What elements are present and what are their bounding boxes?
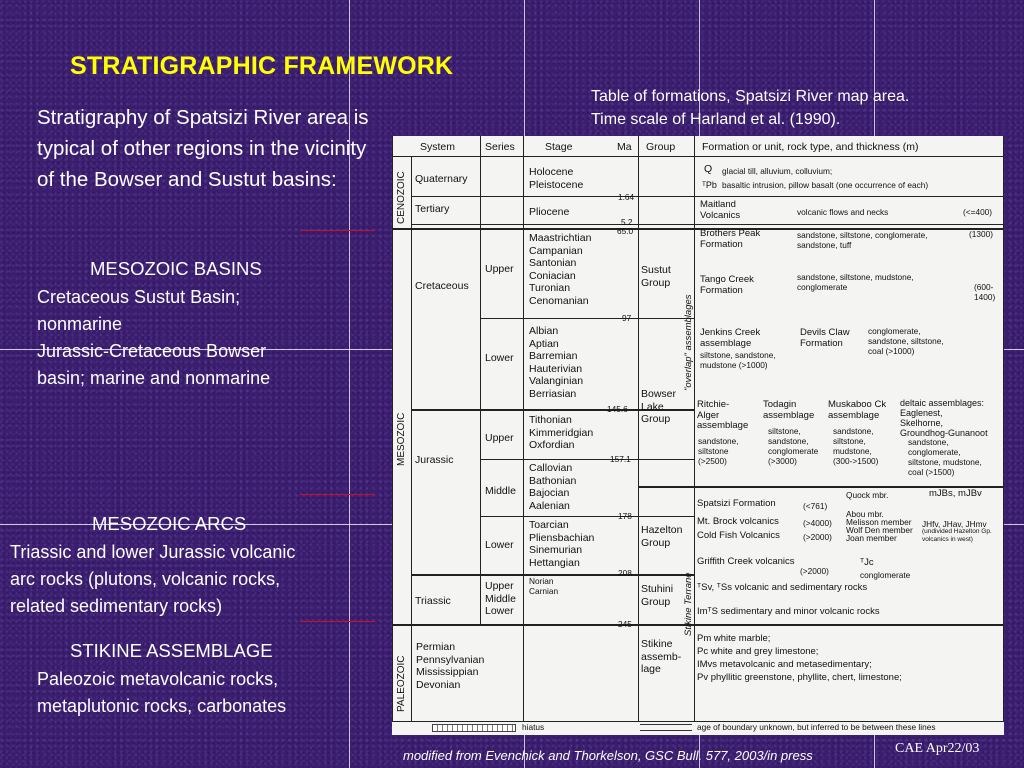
stage: Permian xyxy=(416,641,456,653)
unit-brothers-peak xyxy=(700,229,760,250)
group-hazelton xyxy=(641,524,682,549)
stage: Pennsylvanian xyxy=(416,653,485,666)
unit-line: (600- xyxy=(974,282,994,292)
stage-list xyxy=(529,519,594,569)
unit-line: (>2500) xyxy=(698,456,727,466)
stage: Valanginian xyxy=(529,375,584,387)
unit-mjbs: mJBs, mJBv xyxy=(929,488,982,499)
hiatus-symbol xyxy=(432,724,516,732)
stage: Hettangian xyxy=(529,556,580,569)
ma-tick: 245 xyxy=(618,619,632,629)
accent-line xyxy=(300,494,375,495)
unit-line: Todagin xyxy=(763,399,797,410)
unit-muskaboo xyxy=(828,400,886,421)
unit-pv: Pv phyllitic greenstone, phyllite, chert, limestone; xyxy=(697,672,902,683)
stage: Albian xyxy=(529,325,559,337)
table-caption xyxy=(591,85,909,131)
slide-title: STRATIGRAPHIC FRAMEWORK xyxy=(70,52,454,80)
unit-cold-fish: Cold Fish Volcanics xyxy=(697,530,780,541)
unit-wolfden: Wolf Den member xyxy=(846,525,913,535)
unit-muskaboo-desc xyxy=(833,426,878,466)
unit-mt-brock: Mt. Brock volcanics xyxy=(697,516,779,527)
ma-tick: 65.0 xyxy=(617,226,634,236)
unit-griffith-thk: (>2000) xyxy=(800,566,829,576)
unit-tjc-desc: conglomerate xyxy=(860,570,911,580)
stage: Sinemurian xyxy=(529,544,583,556)
unit-line: (undivided Hazelton Gp. xyxy=(922,528,992,535)
unit-line: conglomerate, xyxy=(868,326,921,336)
stage: Bathonian xyxy=(529,474,577,487)
system-tertiary: Tertiary xyxy=(415,203,450,215)
header-formation: Formation or unit, rock type, and thickness (m) xyxy=(702,141,919,153)
stage: Callovian xyxy=(529,462,573,474)
section-line: Triassic and lower Jurassic volcanic xyxy=(10,542,296,562)
section-line: Cretaceous Sustut Basin; xyxy=(37,287,241,307)
stage: Pliocene xyxy=(529,206,570,218)
section-line: arc rocks (plutons, volcanic rocks, xyxy=(10,569,281,589)
unit-maitland-thk: (<=400) xyxy=(963,207,993,217)
stage: Turonian xyxy=(529,282,571,294)
stikine-terrane-label: Stikine Terrane xyxy=(683,572,694,636)
unit-line: Formation xyxy=(800,337,843,349)
stage: Aptian xyxy=(529,337,559,350)
stage: Berriasian xyxy=(529,387,577,400)
section-line: Paleozoic metavolcanic rocks, xyxy=(37,669,279,689)
header-system: System xyxy=(420,141,456,153)
unit-line: volcanics in west) xyxy=(922,536,973,543)
unit-line: Formation xyxy=(700,284,743,296)
ma-tick: 157.1 xyxy=(610,454,631,464)
unit-line: Ritchie- xyxy=(697,399,730,410)
ma-tick: 145.6 xyxy=(607,404,628,414)
unit-line: coal (>1500) xyxy=(908,467,955,477)
series-middle: Middle xyxy=(485,485,516,497)
unit-q-desc: glacial till, alluvium, colluvium; xyxy=(722,166,833,176)
stage: Oxfordian xyxy=(529,439,575,451)
unit-mt-brock-thk: (>4000) xyxy=(803,518,832,528)
header-line xyxy=(392,156,1004,157)
system-triassic: Triassic xyxy=(415,595,451,607)
group-stuhini xyxy=(641,583,673,608)
unit-deltaic xyxy=(900,398,988,438)
intro-text: Stratigraphy of Spatsizi River area is typical of other regions in the vicinity of the Bowser and Sustut basins: xyxy=(37,106,369,191)
overlap-label: "overlap" assemblages xyxy=(683,294,694,391)
unit-imvs: IMvs metavolcanic and metasedimentary; xyxy=(697,659,872,670)
boundary-line xyxy=(411,196,1003,197)
unit-pb-desc: basaltic intrusion, pillow basalt (one occurrence of each) xyxy=(722,180,929,190)
unit-line: Formation xyxy=(700,238,743,250)
unit-line: sandstone, siltstone, conglomerate, xyxy=(797,230,928,240)
group-sustut xyxy=(641,264,671,289)
unit-line: Muskaboo Ck xyxy=(828,399,887,410)
system-jurassic: Jurassic xyxy=(415,454,454,466)
source-credit: modified from Evenchick and Thorkelson, GSC Bull. 577, 2003/in press xyxy=(403,748,813,763)
group-line: Hazelton xyxy=(641,524,683,536)
unit-spatsizi: Spatsizi Formation xyxy=(697,498,776,509)
section-heading: STIKINE ASSEMBLAGE xyxy=(70,640,273,661)
era-paleozoic: PALEOZOIC xyxy=(396,655,407,712)
series-upper: Upper xyxy=(485,263,514,275)
unit-line: (300->1500) xyxy=(833,456,879,466)
unit-abou: Abou mbr. xyxy=(846,509,884,519)
unit-line: 1400) xyxy=(974,292,996,302)
stage-list xyxy=(529,325,583,400)
unit-ritchie-alger xyxy=(697,400,748,432)
date-stamp: CAE Apr22/03 xyxy=(895,741,980,756)
stage-list xyxy=(529,414,593,452)
section-body xyxy=(10,539,295,620)
unit-line: sandstone, xyxy=(768,436,809,446)
unit-pb: ᵀPb xyxy=(702,180,717,190)
unit-line: conglomerate, xyxy=(908,447,961,457)
accent-line xyxy=(300,621,375,622)
accent-line xyxy=(300,230,375,231)
stage: Santonian xyxy=(529,257,577,269)
unit-maitland-desc: volcanic flows and necks xyxy=(797,207,889,217)
stage: Pliensbachian xyxy=(529,531,595,544)
stage: Tithonian xyxy=(529,414,572,426)
unit-line: siltstone, sandstone, xyxy=(700,350,776,360)
unit-ritchie-desc xyxy=(698,436,739,466)
unit-melisson: Melisson member xyxy=(846,517,912,527)
group-line: Bowser xyxy=(641,388,677,400)
ma-tick: 208 xyxy=(618,568,632,578)
boundary-symbol xyxy=(640,724,692,731)
unit-line: sandstone, xyxy=(833,426,874,436)
unit-line: siltstone xyxy=(698,446,729,456)
caption-line: Time scale of Harland et al. (1990). xyxy=(591,111,841,128)
system-quaternary: Quaternary xyxy=(415,173,468,185)
unit-griffith: Griffith Creek volcanics xyxy=(697,556,795,567)
stage: Maastrichtian xyxy=(529,232,592,244)
series-line: Lower xyxy=(485,605,514,617)
stage: Cenomanian xyxy=(529,294,589,307)
group-line: assemb- xyxy=(641,650,682,663)
unit-line: assemblage xyxy=(700,337,752,349)
era-cenozoic: CENOZOIC xyxy=(396,171,407,224)
unit-line: mudstone (>1000) xyxy=(700,360,768,370)
stage-list xyxy=(529,166,583,191)
stage: Devonian xyxy=(416,678,461,691)
unit-spatsizi-thk: (<761) xyxy=(803,501,828,511)
section-body xyxy=(37,284,270,392)
column-divider xyxy=(392,136,393,721)
boundary-line xyxy=(480,516,694,517)
legend-hiatus: hiatus xyxy=(522,722,545,732)
unit-devils-desc xyxy=(868,326,944,356)
unit-line: coal (>1000) xyxy=(868,346,915,356)
stage: Norian xyxy=(529,576,554,586)
column-divider xyxy=(1003,136,1004,721)
section-line: related sedimentary rocks) xyxy=(10,596,223,616)
unit-tango-creek xyxy=(700,275,754,296)
unit-jhfv-note xyxy=(922,528,992,544)
series-lower: Lower xyxy=(485,352,514,364)
stage: Hauterivian xyxy=(529,362,583,375)
stage-list xyxy=(529,576,558,596)
unit-pc: Pc white and grey limestone; xyxy=(697,646,819,657)
unit-jenkins-desc xyxy=(700,350,776,370)
series-lower: Lower xyxy=(485,539,514,551)
unit-line: Brothers Peak xyxy=(700,228,761,239)
unit-q: Q xyxy=(704,163,713,175)
stage: Carnian xyxy=(529,586,559,596)
group-line: Lake xyxy=(641,400,664,413)
boundary-line xyxy=(480,318,694,319)
unit-quock: Quock mbr. xyxy=(846,490,889,500)
unit-line: conglomerate xyxy=(797,282,848,292)
group-line: Sustut xyxy=(641,264,671,276)
unit-imts: ImᵀS sedimentary and minor volcanic rocks xyxy=(697,606,880,617)
series-upper-middle-lower xyxy=(485,580,516,618)
section-line: Jurassic-Cretaceous Bowser xyxy=(37,341,267,361)
caption-line: Table of formations, Spatsizi River map area. xyxy=(591,88,910,105)
era-mesozoic: MESOZOIC xyxy=(396,412,407,466)
group-line: Group xyxy=(641,276,671,289)
ma-tick: 1.64 xyxy=(618,192,635,202)
unit-tjc: ᵀJc xyxy=(860,557,874,568)
stage: Campanian xyxy=(529,244,583,257)
stage: Kimmeridgian xyxy=(529,426,594,439)
unit-line: Volcanics xyxy=(700,209,741,221)
stage-list xyxy=(529,462,576,512)
unit-joan: Joan member xyxy=(846,533,897,543)
series-line: Upper xyxy=(485,580,514,592)
header-ma: Ma xyxy=(617,141,632,153)
unit-line: sandstone, siltstone, xyxy=(868,336,944,346)
group-line: Group xyxy=(641,595,671,608)
group-bowser xyxy=(641,388,676,426)
ma-tick: 178 xyxy=(618,511,632,521)
unit-line: Alger xyxy=(697,409,720,421)
boundary-line xyxy=(480,459,694,460)
unit-line: assemblage xyxy=(763,409,815,421)
section-line: basin; marine and nonmarine xyxy=(37,368,271,388)
unit-line: sandstone, siltstone, mudstone, xyxy=(797,272,914,282)
legend-unknown-boundary: age of boundary unknown, but inferred to be between these lines xyxy=(697,722,936,732)
unit-jhfv: JHfv, JHav, JHmv xyxy=(922,519,987,529)
unit-line: siltstone, xyxy=(768,426,801,436)
unit-cold-fish-thk: (>2000) xyxy=(803,532,832,542)
series-upper: Upper xyxy=(485,432,514,444)
unit-line: (>3000) xyxy=(768,456,797,466)
stage: Coniacian xyxy=(529,269,576,282)
boundary-line xyxy=(392,624,1003,626)
unit-todagin xyxy=(763,400,814,421)
section-heading: MESOZOIC BASINS xyxy=(90,258,262,279)
unit-line: mudstone, xyxy=(833,446,872,456)
unit-line: siltstone, xyxy=(833,436,866,446)
group-line: lage xyxy=(641,663,661,675)
series-line: Middle xyxy=(485,592,516,605)
unit-line: Groundhog-Gunanoot xyxy=(900,428,988,438)
unit-line: sandstone, tuff xyxy=(797,240,852,250)
stage: Holocene xyxy=(529,166,574,178)
column-divider xyxy=(480,136,481,624)
unit-jenkins-creek xyxy=(700,328,760,349)
unit-tango-desc xyxy=(797,272,914,292)
unit-line: deltaic assemblages: xyxy=(900,398,985,408)
stage: Bajocian xyxy=(529,487,570,499)
unit-line: assemblage xyxy=(828,409,880,421)
group-line: Group xyxy=(641,536,671,549)
stage: Mississippian xyxy=(416,666,479,678)
system-cretaceous: Cretaceous xyxy=(415,280,469,292)
section-heading: MESOZOIC ARCS xyxy=(92,513,247,534)
unit-line: conglomerate xyxy=(768,446,819,456)
unit-deltaic-desc xyxy=(908,437,982,477)
unit-tango-thk xyxy=(974,282,995,302)
unit-line: sandstone, xyxy=(698,436,739,446)
unit-tsv: ᵀSv, ᵀSs volcanic and sedimentary rocks xyxy=(697,582,868,593)
stage-list xyxy=(416,641,484,691)
unit-todagin-desc xyxy=(768,426,818,466)
unit-line: Maitland xyxy=(700,199,736,210)
ma-tick: 97 xyxy=(622,313,632,323)
section-line: metaplutonic rocks, carbonates xyxy=(37,696,287,716)
stage: Toarcian xyxy=(529,519,569,531)
unit-pm: Pm white marble; xyxy=(697,633,771,644)
group-line: Group xyxy=(641,413,671,425)
unit-devils-claw xyxy=(800,328,850,349)
group-stikine xyxy=(641,638,681,676)
boundary-line xyxy=(411,224,1003,225)
unit-line: Tango Creek xyxy=(700,274,754,285)
stage: Barremian xyxy=(529,350,578,362)
header-group: Group xyxy=(646,141,676,153)
unit-line: Eaglenest, xyxy=(900,408,943,418)
header-stage: Stage xyxy=(545,141,573,153)
unit-line: siltstone, mudstone, xyxy=(908,457,982,467)
unit-line: Devils Claw xyxy=(800,327,850,338)
unit-line: Skelhorne, xyxy=(900,418,944,428)
column-divider xyxy=(411,156,412,721)
header-series: Series xyxy=(485,141,515,153)
section-body xyxy=(37,666,286,720)
ma-tick: 5.2 xyxy=(621,217,633,227)
stage-list xyxy=(529,232,591,307)
unit-maitland xyxy=(700,200,740,221)
formation-table xyxy=(392,136,1004,735)
unit-line: assemblage xyxy=(697,420,749,431)
section-line: nonmarine xyxy=(37,314,123,334)
group-line: Stikine xyxy=(641,638,673,650)
unit-brothers-desc xyxy=(797,230,928,250)
unit-line: Jenkins Creek xyxy=(700,327,761,338)
unit-line: sandstone, xyxy=(908,437,949,447)
stage: Aalenian xyxy=(529,499,570,512)
unit-brothers-thk: (1300) xyxy=(969,229,993,239)
group-line: Stuhini xyxy=(641,583,674,595)
stage: Pleistocene xyxy=(529,178,584,191)
